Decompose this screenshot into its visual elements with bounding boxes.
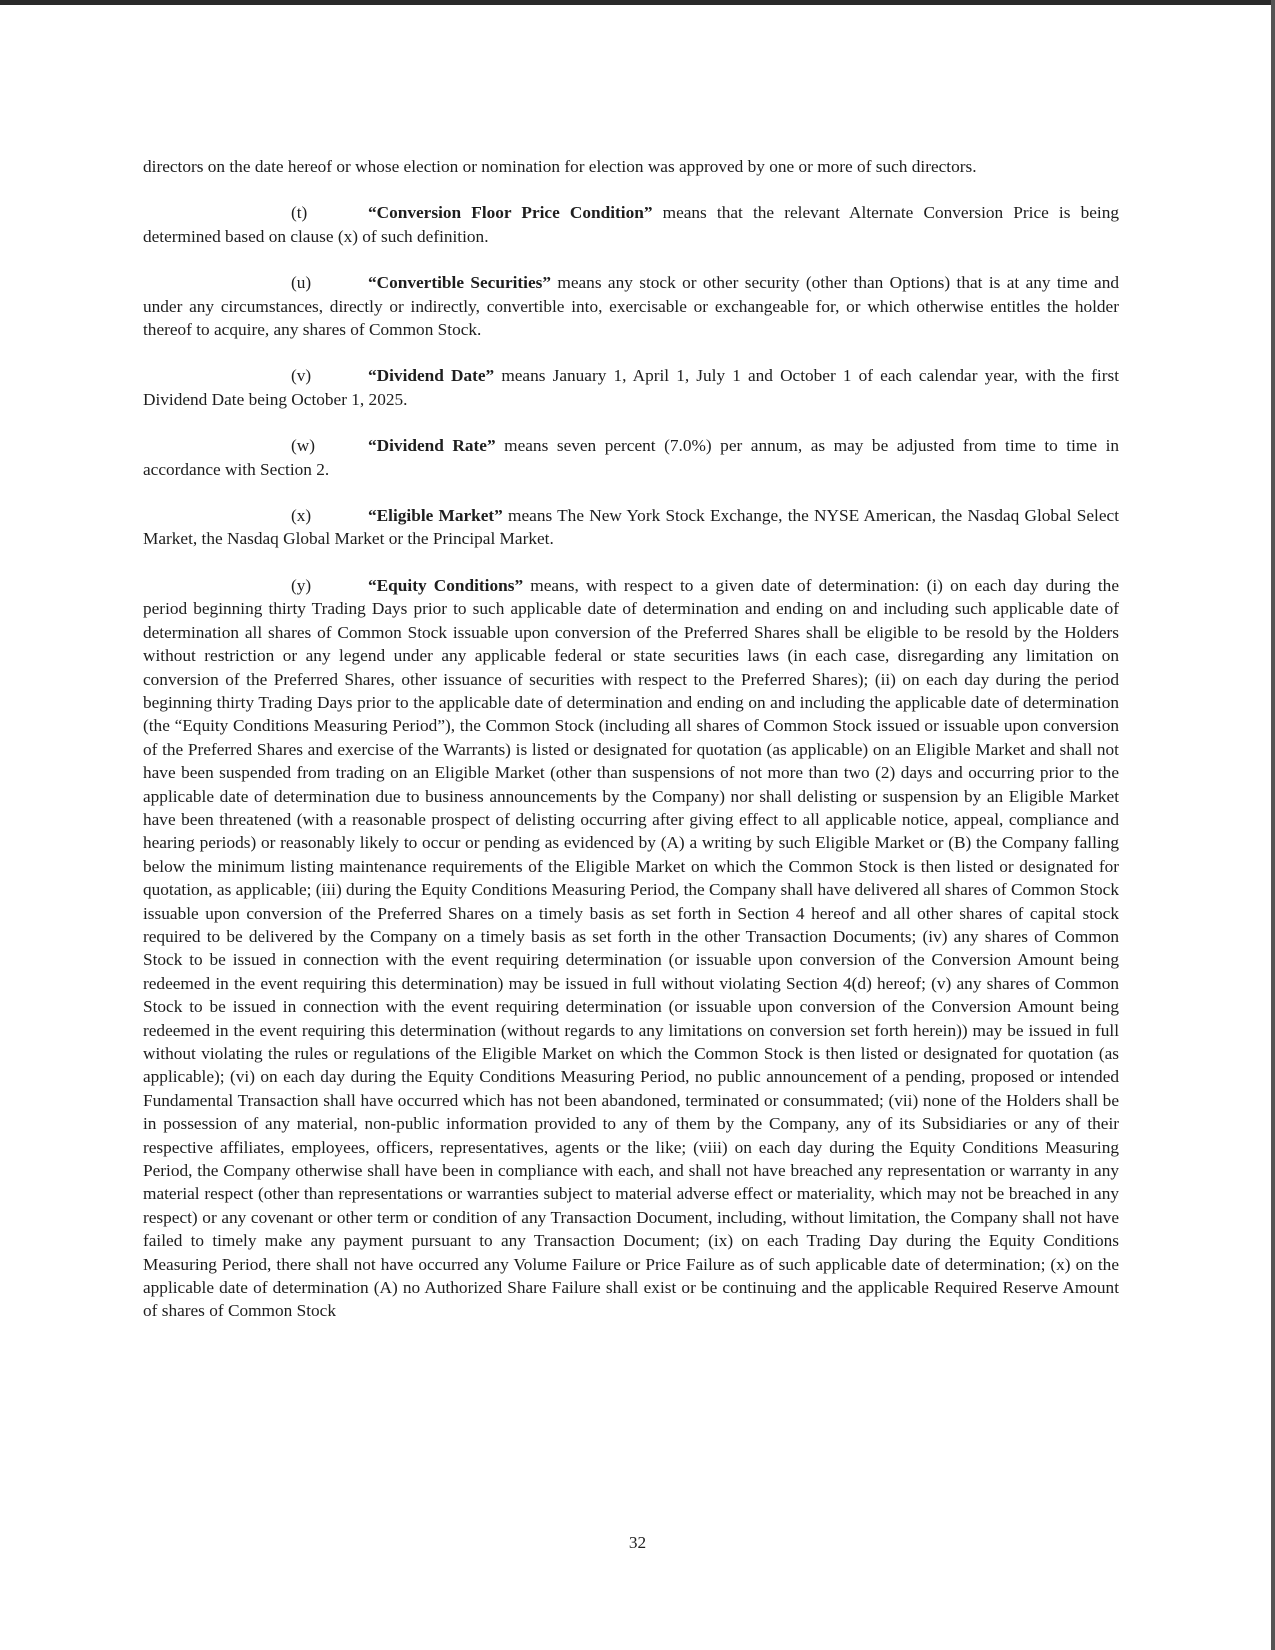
- clause-number: (u): [291, 273, 312, 293]
- clause-text: means, with respect to a given date of determination: (i) on each day during the period beginning thirty Trading Days prior to such applicable date of determination and ending on and including such applicable date of determination all shares of Common Stock issuable upon conversion of the Preferred Shares shall be eligible to be resold by the Holders without restriction or any legend under any applicable federal or state securities laws (in each case, disregarding any limitation on conversion of the Preferred Shares, other issuance of securities with respect to the Preferred Shares); (ii) on each day during the period beginning thirty Trading Days prior to the applicable date of determination and ending on and including the applicable date of determination (the “Equity Conditions Measuring Period”), the Common Stock (including all shares of Common Stock issued or issuable upon conversion of the Preferred Shares and exercise of the Warrants) is listed or designated for quotation (as applicable) on an Eligible Market and shall not have been suspended from trading on an Eligible Market (other than suspensions of not more than two (2) days and occurring prior to the applicable date of determination due to business announcements by the Company) nor shall delisting or suspension by an Eligible Market have been threatened (with a reasonable prospect of delisting occurring after giving effect to all applicable notice, appeal, compliance and hearing periods) or reasonably likely to occur or pending as evidenced by (A) a writing by such Eligible Market or (B) the Company falling below the minimum listing maintenance requirements of the Eligible Market on which the Common Stock is then listed or designated for quotation, as applicable; (iii) during the Equity Conditions Measuring Period, the Company shall have delivered all shares of Common Stock issuable upon conversion of the Preferred Shares on a timely basis as set forth in Section 4 hereof and all other shares of capital stock required to be delivered by the Company on a timely basis as set forth in the other Transaction Documents; (iv) any shares of Common Stock to be issued in connection with the event requiring determination (or issuable upon conversion of the Conversion Amount being redeemed in the event requiring this determination) may be issued in full without violating Section 4(d) hereof; (v) any shares of Common Stock to be issued in connection with the event requiring determination (or issuable upon conversion of the Conversion Amount being redeemed in the event requiring this determination (without regards to any limitations on conversion set forth herein)) may be issued in full without violating the rules or regulations of the Eligible Market on which the Common Stock is then listed or designated for quotation (as applicable); (vi) on each day during the Equity Conditions Measuring Period, no public announcement of a pending, proposed or intended Fundamental Transaction shall have occurred which has not been abandoned, terminated or consummated; (vii) none of the Holders shall be in possession of any material, non-public information provided to any of them by the Company, any of its Subsidiaries or any of their respective affiliates, employees, officers, representatives, agents or the like; (viii) on each day during the Equity Conditions Measuring Period, the Company otherwise shall have been in compliance with each, and shall not have breached any representation or warranty in any material respect (other than representations or warranties subject to material adverse effect or materiality, which may not be breached in any respect) or any covenant or other term or condition of any Transaction Document, including, without limitation, the Company shall not have failed to timely make any payment pursuant to any Transaction Document; (ix) on each Trading Day during the Equity Conditions Measuring Period, there shall not have occurred any Volume Failure or Price Failure as of such applicable date of determination; (x) on the applicable date of determination (A) no Authorized Share Failure shall exist or be continuing and the applicable Required Reserve Amount of shares of Common Stock: [143, 575, 1119, 1321]
- clause-v: [143, 364, 1119, 411]
- defined-term: “Dividend Rate”: [368, 436, 496, 456]
- clause-y: [143, 574, 1119, 1323]
- scan-top-edge: [0, 0, 1275, 5]
- clause-number: (x): [291, 506, 312, 526]
- clause-text: means that the relevant Alternate Conversion Price is being determined based on clause (x) of such definition.: [143, 203, 1119, 246]
- clause-number: (t): [291, 203, 308, 223]
- clause-number: (v): [291, 366, 312, 386]
- clause-number: (w): [291, 436, 315, 456]
- clause-u: [143, 271, 1119, 341]
- defined-term: “Dividend Date”: [368, 366, 495, 386]
- clause-t: [143, 201, 1119, 248]
- document-body: [143, 155, 1119, 1346]
- clause-text: means seven percent (7.0%) per annum, as may be adjusted from time to time in accordance with Section 2.: [143, 436, 1120, 479]
- defined-term: “Eligible Market”: [368, 506, 503, 526]
- clause-number: (y): [291, 575, 312, 595]
- clause-x: [143, 504, 1119, 551]
- clause-w: [143, 434, 1119, 481]
- clause-text: means January 1, April 1, July 1 and October 1 of each calendar year, with the first Dividend Date being October 1, 2025.: [143, 366, 1119, 409]
- page-number: 32: [628, 1533, 647, 1552]
- defined-term: “Equity Conditions”: [368, 575, 524, 595]
- scan-right-edge: [1271, 0, 1275, 1650]
- intro-paragraph: directors on the date hereof or whose election or nomination for election was approved by one or more of such directors.: [143, 157, 977, 176]
- clause-text: means any stock or other security (other than Options) that is at any time and under any circumstances, directly or indirectly, convertible into, exercisable or exchangeable for, or which otherwise entitles the holder thereof to acquire, any shares of Common Stock.: [143, 273, 1119, 340]
- clause-text: means The New York Stock Exchange, the NYSE American, the Nasdaq Global Select Market, the Nasdaq Global Market or the Principal Market.: [143, 506, 1119, 549]
- defined-term: “Conversion Floor Price Condition”: [368, 203, 653, 223]
- defined-term: “Convertible Securities”: [368, 273, 552, 293]
